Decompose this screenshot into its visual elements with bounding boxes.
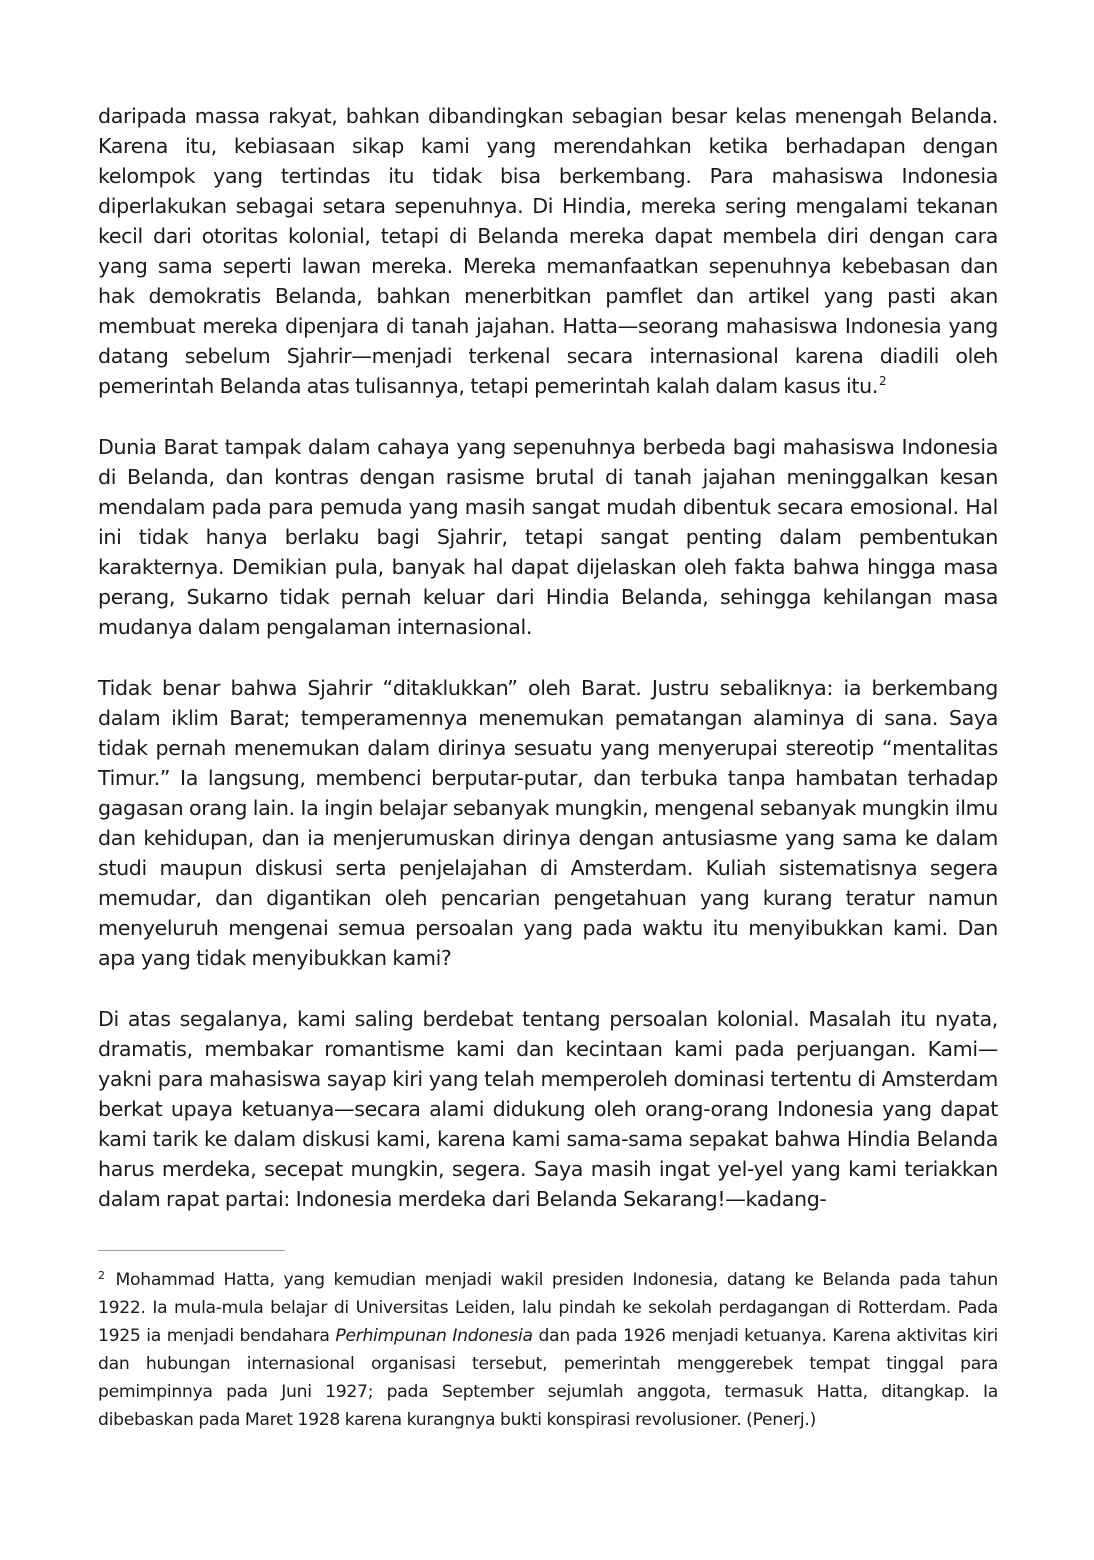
paragraph-3-text: Tidak benar bahwa Sjahrir “ditaklukkan” oleh Barat. Justru sebaliknya: ia berkembang dalam iklim Barat; temperamennya menemukan pematangan alaminya di sana. Saya tidak pernah menemukan dalam dirinya sesuatu yang menyerupai stereotip “mentalitas Timur.” Ia langsung, membenci berputar-putar, dan terbuka tanpa hambatan terhadap gagasan orang lain. Ia ingin belajar sebanyak mungkin, mengenal sebanyak mungkin ilmu dan kehidupan, dan ia menjerumuskan dirinya dengan antusiasme yang sama ke dalam studi maupun diskusi serta penjelajahan di Amsterdam. Kuliah sistematisnya segera memudar, dan digantikan oleh pencarian pengetahuan yang kurang teratur namun menyeluruh mengenai semua persoalan yang pada waktu itu menyibukkan kami. Dan apa yang tidak menyibukkan kami? <box>98 676 998 970</box>
page-body <box>98 101 998 1214</box>
footnote-mark: 2 <box>98 1269 105 1282</box>
footnote-text-end: dan pada 1926 menjadi ketuanya. Karena aktivitas kiri dan hubungan internasional organisasi tersebut, pemerintah menggerebek tempat tinggal para pemimpinnya pada Juni 1927; pada September sejumlah anggota, termasuk Hatta, ditangkap. Ia dibebaskan pada Maret 1928 karena kurangnya bukti konspirasi revolusioner. (Penerj.) <box>98 1326 998 1430</box>
paragraph-4 <box>98 1004 998 1214</box>
paragraph-1 <box>98 101 998 401</box>
paragraph-2-text: Dunia Barat tampak dalam cahaya yang sepenuhnya berbeda bagi mahasiswa Indonesia di Belanda, dan kontras dengan rasisme brutal di tanah jajahan meninggalkan kesan mendalam pada para pemuda yang masih sangat mudah dibentuk secara emosional. Hal ini tidak hanya berlaku bagi Sjahrir, tetapi sangat penting dalam pembentukan karakternya. Demikian pula, banyak hal dapat dijelaskan oleh fakta bahwa hingga masa perang, Sukarno tidak pernah keluar dari Hindia Belanda, sehingga kehilangan masa mudanya dalam pengalaman internasional. <box>98 435 998 639</box>
footnote-2 <box>98 1266 998 1434</box>
paragraph-3 <box>98 673 998 973</box>
paragraph-2 <box>98 432 998 642</box>
footnote-text-start: Mohammad Hatta, yang kemudian menjadi wakil presiden Indonesia, datang ke Belanda pada tahun 1922. Ia mula-mula belajar di Universitas Leiden, lalu pindah ke sekolah perdagangan di Rotterdam. Pada 1925 ia menjadi bendahara <box>98 1270 998 1346</box>
footnote-reference-2[interactable]: 2 <box>879 374 887 388</box>
footnote-organization-name: Perhimpunan Indonesia <box>335 1326 533 1346</box>
footnote-divider <box>98 1250 285 1251</box>
paragraph-1-text: daripada massa rakyat, bahkan dibandingkan sebagian besar kelas menengah Belanda. Karena itu, kebiasaan sikap kami yang merendahkan ketika berhadapan dengan kelompok yang tertindas itu tidak bisa berkembang. Para mahasiswa Indonesia diperlakukan sebagai setara sepenuhnya. Di Hindia, mereka sering mengalami tekanan kecil dari otoritas kolonial, tetapi di Belanda mereka dapat membela diri dengan cara yang sama seperti lawan mereka. Mereka memanfaatkan sepenuhnya kebebasan dan hak demokratis Belanda, bahkan menerbitkan pamflet dan artikel yang pasti akan membuat mereka dipenjara di tanah jajahan. Hatta—seorang mahasiswa Indonesia yang datang sebelum Sjahrir—menjadi terkenal secara internasional karena diadili oleh pemerintah Belanda atas tulisannya, tetapi pemerintah kalah dalam kasus itu. <box>98 104 998 398</box>
paragraph-4-text: Di atas segalanya, kami saling berdebat tentang persoalan kolonial. Masalah itu nyata, dramatis, membakar romantisme kami dan kecintaan kami pada perjuangan. Kami—yakni para mahasiswa sayap kiri yang telah memperoleh dominasi tertentu di Amsterdam berkat upaya ketuanya—secara alami didukung oleh orang-orang Indonesia yang dapat kami tarik ke dalam diskusi kami, karena kami sama-sama sepakat bahwa Hindia Belanda harus merdeka, secepat mungkin, segera. Saya masih ingat yel-yel yang kami teriakkan dalam rapat partai: Indonesia merdeka dari Belanda Sekarang!—kadang- <box>98 1007 998 1211</box>
